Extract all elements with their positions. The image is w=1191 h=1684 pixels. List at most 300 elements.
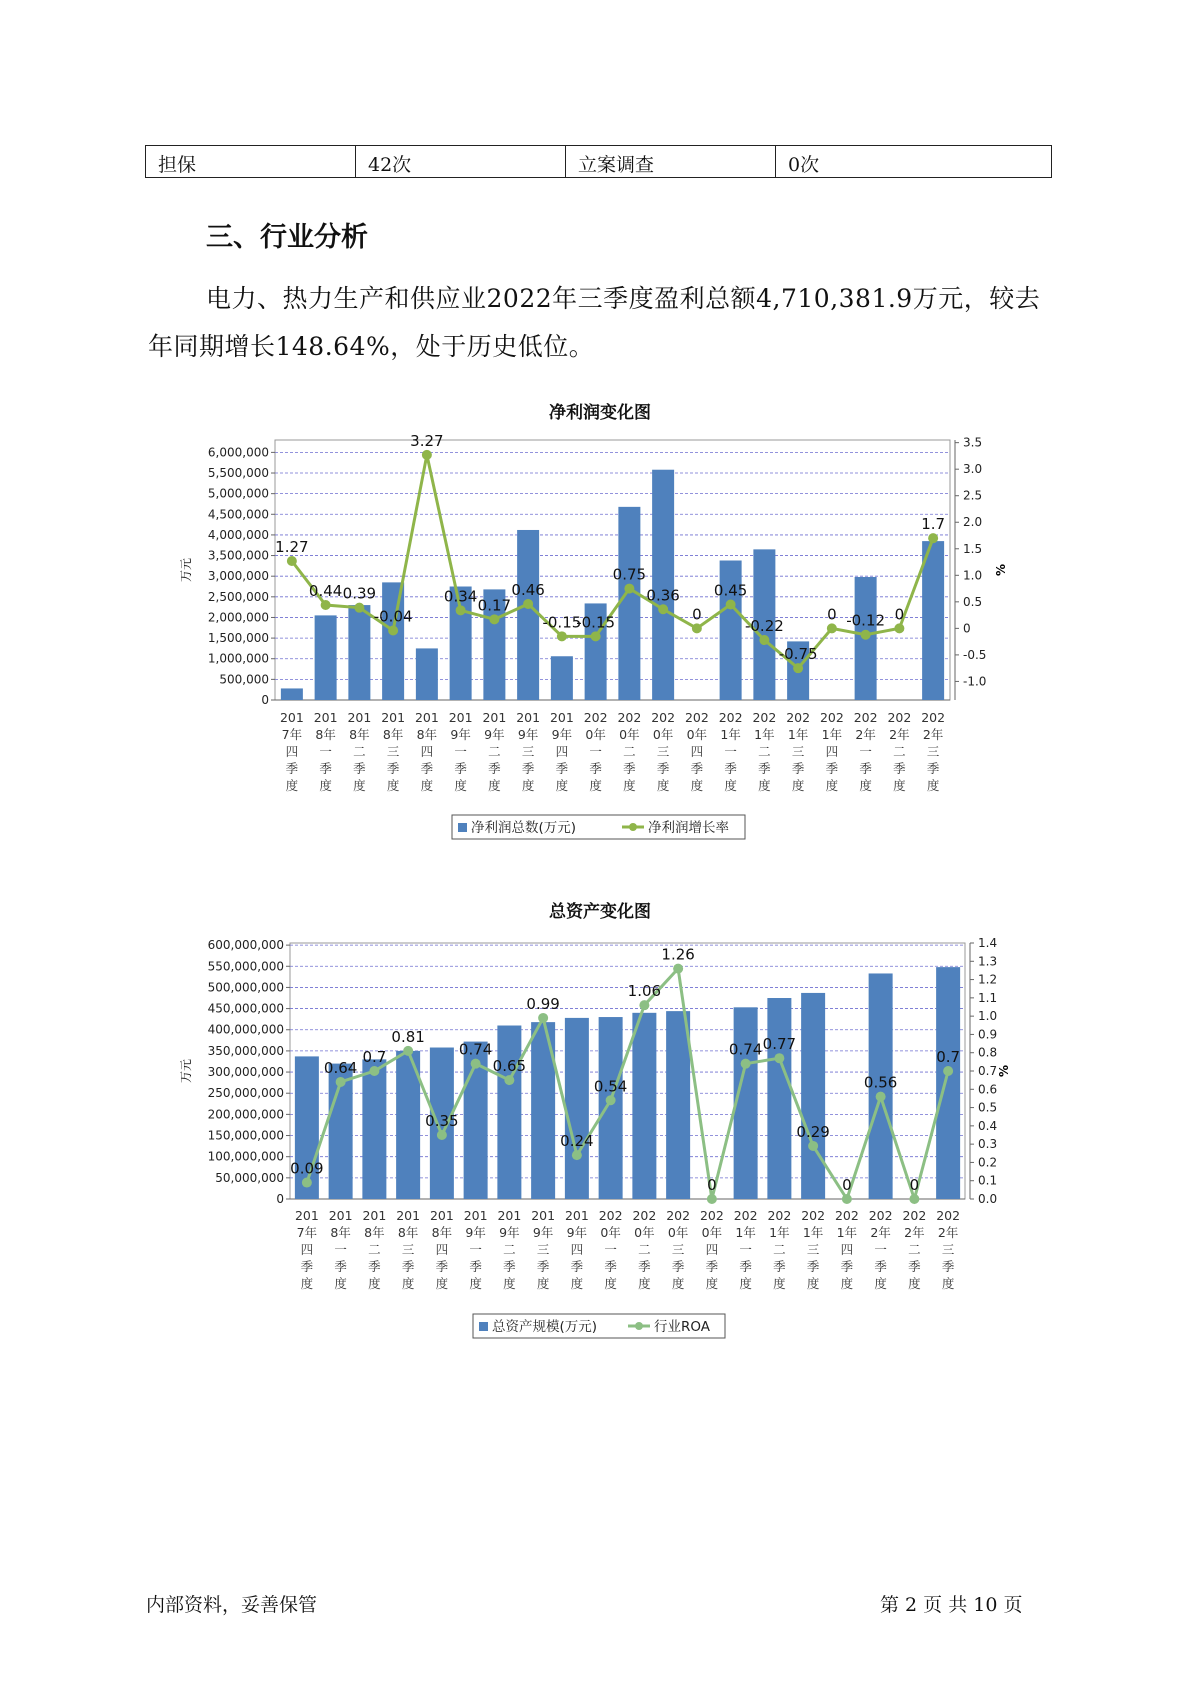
bar <box>801 993 825 1199</box>
x-tick-label: 8年 <box>330 1225 351 1240</box>
x-tick-label: 三 <box>671 1242 685 1257</box>
x-tick-label: 季 <box>454 761 467 776</box>
data-label: 0.65 <box>492 1057 527 1076</box>
y2-tick-label: 1.5 <box>963 541 983 556</box>
line-point <box>336 1077 346 1087</box>
line-point <box>388 625 398 635</box>
x-tick-label: 201 <box>396 1208 421 1223</box>
y2-tick-label: 1.2 <box>978 972 998 987</box>
data-label: 0 <box>827 605 837 624</box>
y-axis-title: 万元 <box>179 1058 193 1084</box>
y2-tick-label: 0.2 <box>978 1155 998 1170</box>
x-tick-label: 季 <box>435 1259 449 1274</box>
x-tick-label: 季 <box>536 1259 550 1274</box>
x-tick-label: 9年 <box>465 1225 486 1240</box>
bar <box>632 1013 656 1199</box>
y2-tick-label: 1.4 <box>978 936 998 950</box>
y2-tick-label: 0.7 <box>978 1064 998 1078</box>
x-tick-label: 9年 <box>532 1225 554 1240</box>
y2-tick-label: 3.5 <box>963 435 983 450</box>
x-tick-label: 一 <box>334 1242 347 1257</box>
x-tick-label: 四 <box>300 1242 314 1257</box>
x-tick-label: 季 <box>791 761 805 776</box>
x-tick-label: 1年 <box>735 1225 756 1240</box>
x-tick-label: 度 <box>285 778 299 793</box>
y2-axis-title: % <box>997 1064 1011 1078</box>
x-tick-label: 度 <box>420 778 434 793</box>
x-tick-label: 202 <box>786 710 811 725</box>
x-tick-label: 度 <box>353 778 366 793</box>
data-label: 0.46 <box>511 580 545 599</box>
x-tick-label: 度 <box>319 778 332 793</box>
section-heading: 三、行业分析 <box>206 222 368 253</box>
x-tick-label: 三 <box>401 1242 415 1257</box>
y2-tick-label: 3.0 <box>963 462 983 477</box>
line-point <box>861 630 871 640</box>
data-label: 1.7 <box>921 515 946 534</box>
x-tick-label: 一 <box>319 744 332 759</box>
x-tick-label: 2年 <box>922 727 944 742</box>
data-label: 0 <box>894 605 905 624</box>
y-tick-label: 600,000,000 <box>207 938 284 953</box>
line-point <box>793 663 803 673</box>
x-tick-label: 201 <box>347 710 372 725</box>
x-tick-label: 三 <box>386 744 400 759</box>
x-tick-label: 202 <box>767 1208 792 1223</box>
x-tick-label: 度 <box>435 1276 449 1291</box>
x-tick-label: 202 <box>617 710 642 725</box>
x-tick-label: 2年 <box>870 1225 891 1240</box>
x-tick-label: 202 <box>936 1208 961 1223</box>
data-label: 0.75 <box>612 565 647 584</box>
x-tick-label: 季 <box>773 1259 786 1274</box>
y-tick-label: 350,000,000 <box>207 1043 284 1058</box>
x-tick-label: 201 <box>328 1208 353 1223</box>
x-tick-label: 度 <box>893 778 906 793</box>
x-tick-label: 季 <box>840 1259 854 1274</box>
x-tick-label: 季 <box>656 761 670 776</box>
y2-axis-title: % <box>994 563 1008 577</box>
x-tick-label: 度 <box>589 778 602 793</box>
table-cell: 42次 <box>356 146 566 178</box>
x-tick-label: 度 <box>874 1276 887 1291</box>
x-tick-label: 8年 <box>431 1225 453 1240</box>
x-tick-label: 季 <box>874 1259 887 1274</box>
y-tick-label: 4,000,000 <box>207 527 269 542</box>
bar <box>936 967 960 1199</box>
x-tick-label: 9年 <box>517 727 539 742</box>
bar <box>382 582 404 700</box>
chart-title-net-profit: 净利润变化图 <box>549 403 651 423</box>
x-tick-label: 度 <box>334 1276 347 1291</box>
y2-tick-label: -1.0 <box>963 674 987 689</box>
x-tick-label: 度 <box>623 778 636 793</box>
x-tick-label: 度 <box>705 1276 719 1291</box>
x-tick-label: 季 <box>806 1259 820 1274</box>
page-number: 第 2 页 共 10 页 <box>880 1594 1023 1616</box>
x-tick-label: 202 <box>632 1208 657 1223</box>
x-tick-label: 8年 <box>315 727 336 742</box>
x-tick-label: 201 <box>497 1208 522 1223</box>
x-tick-label: 三 <box>521 744 535 759</box>
y2-tick-label: 0.1 <box>978 1173 998 1188</box>
legend-label: 净利润增长率 <box>648 820 729 836</box>
y-tick-label: 6,000,000 <box>207 445 269 460</box>
x-tick-label: 季 <box>825 761 839 776</box>
x-tick-label: 三 <box>941 1242 955 1257</box>
data-label: 0.7 <box>936 1048 961 1066</box>
x-tick-label: 2年 <box>937 1225 959 1240</box>
y2-tick-label: 1.0 <box>978 1009 998 1024</box>
x-tick-label: 202 <box>819 710 844 725</box>
x-tick-label: 季 <box>319 761 332 776</box>
data-label: 0.44 <box>308 582 343 601</box>
line-point <box>538 1013 548 1023</box>
x-tick-label: 季 <box>386 761 400 776</box>
data-label: 0 <box>707 1176 717 1194</box>
x-tick-label: 9年 <box>499 1225 520 1240</box>
x-tick-label: 度 <box>638 1276 651 1291</box>
x-tick-label: 一 <box>589 744 602 759</box>
bar <box>497 1026 521 1199</box>
data-label: 1.26 <box>661 945 695 964</box>
x-tick-label: 201 <box>463 1208 488 1223</box>
x-tick-label: 201 <box>549 710 574 725</box>
line-point <box>369 1066 379 1076</box>
x-tick-label: 季 <box>724 761 737 776</box>
x-tick-label: 9年 <box>566 1225 588 1240</box>
x-tick-label: 1年 <box>821 727 843 742</box>
x-tick-label: 度 <box>791 778 805 793</box>
y2-tick-label: 0.3 <box>978 1137 998 1152</box>
x-tick-label: 三 <box>656 744 670 759</box>
line-point <box>943 1066 953 1076</box>
x-tick-label: 二 <box>773 1242 786 1257</box>
data-label: 0.99 <box>526 994 560 1013</box>
x-tick-label: 四 <box>825 744 839 759</box>
y-axis-title: 万元 <box>179 557 193 583</box>
line-point <box>774 1053 784 1063</box>
data-label: 0.17 <box>477 596 512 615</box>
x-tick-label: 四 <box>690 744 704 759</box>
x-tick-label: 一 <box>454 744 467 759</box>
x-tick-label: 二 <box>638 1242 651 1257</box>
x-tick-label: 201 <box>313 710 338 725</box>
x-tick-label: 度 <box>671 1276 685 1291</box>
x-tick-label: 季 <box>488 761 501 776</box>
data-label: 0 <box>842 1176 852 1194</box>
x-tick-label: 0年 <box>652 727 674 742</box>
data-label: 0.77 <box>762 1035 797 1054</box>
line-point <box>354 603 364 613</box>
x-tick-label: 8年 <box>416 727 438 742</box>
x-tick-label: 202 <box>733 1208 758 1223</box>
x-tick-label: 季 <box>285 761 299 776</box>
bar <box>652 470 674 700</box>
x-tick-label: 季 <box>739 1259 752 1274</box>
data-label: 0 <box>909 1176 920 1194</box>
data-label: 0.74 <box>458 1040 493 1059</box>
line-point <box>673 964 683 974</box>
x-tick-label: 季 <box>420 761 434 776</box>
x-tick-label: 度 <box>401 1276 415 1291</box>
x-tick-label: 1年 <box>754 727 775 742</box>
data-label: 0.34 <box>443 587 478 606</box>
x-tick-label: 一 <box>724 744 737 759</box>
x-tick-label: 1年 <box>836 1225 858 1240</box>
x-tick-label: 202 <box>583 710 608 725</box>
y2-tick-label: 1.1 <box>978 990 998 1005</box>
chart-title-total-assets: 总资产变化图 <box>549 902 651 922</box>
line-point <box>456 605 466 615</box>
x-tick-label: 季 <box>570 1259 584 1274</box>
y2-tick-label: 0.6 <box>978 1082 998 1097</box>
line-point <box>287 556 297 566</box>
x-tick-label: 7年 <box>281 727 303 742</box>
y-tick-label: 2,500,000 <box>207 589 269 604</box>
x-tick-label: 一 <box>604 1242 617 1257</box>
x-tick-label: 度 <box>503 1276 516 1291</box>
line-point <box>928 533 938 543</box>
bar <box>281 688 303 700</box>
y2-tick-label: 0.8 <box>978 1045 998 1060</box>
x-tick-label: 0年 <box>686 727 708 742</box>
data-label: 1.06 <box>627 982 662 1001</box>
data-label: 0.81 <box>391 1027 425 1046</box>
x-tick-label: 度 <box>604 1276 617 1291</box>
data-label: 0.56 <box>863 1073 898 1092</box>
line-point <box>403 1046 413 1056</box>
line-point <box>624 584 634 594</box>
line-point <box>827 623 837 633</box>
data-label: 0.09 <box>290 1159 324 1178</box>
bar <box>666 1011 690 1199</box>
line-point <box>808 1141 818 1151</box>
line-point <box>302 1178 312 1188</box>
x-tick-label: 0年 <box>701 1225 723 1240</box>
bar <box>565 1018 589 1199</box>
legend-swatch <box>635 1322 643 1330</box>
x-tick-label: 201 <box>362 1208 387 1223</box>
y-tick-label: 500,000 <box>219 672 269 687</box>
data-label: 0.24 <box>560 1132 594 1151</box>
line-point <box>471 1059 481 1069</box>
x-tick-label: 度 <box>454 778 467 793</box>
y-tick-label: 50,000,000 <box>215 1170 284 1185</box>
data-label: 0.7 <box>362 1048 387 1066</box>
x-tick-label: 四 <box>705 1242 719 1257</box>
line-point <box>726 599 736 609</box>
data-label: 0.36 <box>646 586 680 605</box>
y-tick-label: 200,000,000 <box>207 1107 284 1122</box>
x-tick-label: 201 <box>414 710 439 725</box>
x-tick-label: 季 <box>300 1259 314 1274</box>
x-tick-label: 季 <box>555 761 569 776</box>
y-tick-label: 150,000,000 <box>207 1128 284 1143</box>
x-tick-label: 季 <box>623 761 636 776</box>
line-point <box>658 604 668 614</box>
data-label: 1.27 <box>275 537 309 556</box>
x-tick-label: 度 <box>536 1276 550 1291</box>
x-tick-label: 季 <box>604 1259 617 1274</box>
x-tick-label: 7年 <box>296 1225 318 1240</box>
data-label: 0.45 <box>713 581 748 600</box>
x-tick-label: 0年 <box>585 727 606 742</box>
x-tick-label: 季 <box>859 761 872 776</box>
y-tick-label: 1,000,000 <box>207 651 269 666</box>
x-tick-label: 201 <box>279 710 304 725</box>
x-tick-label: 三 <box>926 744 940 759</box>
line-point <box>437 1130 447 1140</box>
x-tick-label: 202 <box>868 1208 893 1223</box>
x-tick-label: 202 <box>853 710 878 725</box>
x-tick-label: 度 <box>488 778 501 793</box>
x-tick-label: 二 <box>503 1242 516 1257</box>
x-tick-label: 四 <box>420 744 434 759</box>
x-tick-label: 201 <box>482 710 507 725</box>
line-point <box>321 600 331 610</box>
data-label: -0.04 <box>373 607 413 626</box>
x-tick-label: 1年 <box>769 1225 790 1240</box>
y-tick-label: 3,500,000 <box>207 548 269 563</box>
x-tick-label: 度 <box>656 778 670 793</box>
x-tick-label: 202 <box>684 710 709 725</box>
footer-note: 内部资料，妥善保管 <box>146 1594 318 1616</box>
bar <box>767 998 791 1199</box>
x-tick-label: 2年 <box>855 727 876 742</box>
line-point <box>572 1150 582 1160</box>
line-point <box>504 1075 514 1085</box>
line-point <box>692 623 702 633</box>
y2-tick-label: 0 <box>963 621 971 636</box>
y-tick-label: 500,000,000 <box>207 980 284 995</box>
x-tick-label: 度 <box>469 1276 482 1291</box>
x-tick-label: 季 <box>521 761 535 776</box>
table-cell: 立案调查 <box>566 146 776 178</box>
bar <box>416 648 438 700</box>
bar <box>348 605 370 700</box>
line-point <box>894 623 904 633</box>
x-tick-label: 201 <box>429 1208 454 1223</box>
x-tick-label: 2年 <box>904 1225 925 1240</box>
line-point <box>876 1092 886 1102</box>
x-tick-label: 度 <box>926 778 940 793</box>
x-tick-label: 度 <box>859 778 872 793</box>
x-tick-label: 季 <box>758 761 771 776</box>
x-tick-label: 四 <box>570 1242 584 1257</box>
x-tick-label: 202 <box>887 710 912 725</box>
bar <box>315 615 337 700</box>
x-tick-label: 202 <box>699 1208 724 1223</box>
x-tick-label: 季 <box>908 1259 921 1274</box>
x-tick-label: 8年 <box>397 1225 419 1240</box>
x-tick-label: 0年 <box>619 727 640 742</box>
table-cell: 担保 <box>146 146 356 178</box>
y-tick-label: 2,000,000 <box>207 610 269 625</box>
x-tick-label: 季 <box>671 1259 685 1274</box>
y-tick-label: 300,000,000 <box>207 1065 284 1080</box>
x-tick-label: 0年 <box>634 1225 655 1240</box>
x-tick-label: 二 <box>623 744 636 759</box>
x-tick-label: 202 <box>921 710 946 725</box>
line-point <box>422 450 432 460</box>
x-tick-label: 度 <box>840 1276 854 1291</box>
x-tick-label: 季 <box>469 1259 482 1274</box>
x-tick-label: 9年 <box>551 727 573 742</box>
line-point <box>707 1194 717 1204</box>
x-tick-label: 二 <box>368 1242 381 1257</box>
data-label: -0.22 <box>744 617 784 636</box>
x-tick-label: 季 <box>401 1259 415 1274</box>
x-tick-label: 201 <box>531 1208 556 1223</box>
x-tick-label: 一 <box>469 1242 482 1257</box>
x-tick-label: 一 <box>739 1242 752 1257</box>
bar <box>599 1017 623 1199</box>
x-tick-label: 度 <box>368 1276 381 1291</box>
x-tick-label: 1年 <box>787 727 809 742</box>
x-tick-label: 季 <box>893 761 906 776</box>
bar <box>517 530 539 700</box>
data-label: 0.35 <box>425 1112 459 1130</box>
y-tick-label: 250,000,000 <box>207 1086 284 1101</box>
bar <box>922 541 944 700</box>
y2-tick-label: 0.4 <box>978 1118 998 1133</box>
x-tick-label: 201 <box>448 710 473 725</box>
x-tick-label: 202 <box>801 1208 826 1223</box>
x-tick-label: 季 <box>589 761 602 776</box>
data-label: 0.54 <box>593 1077 628 1096</box>
x-tick-label: 201 <box>516 710 541 725</box>
legend-swatch <box>479 1322 488 1331</box>
x-tick-label: 202 <box>834 1208 859 1223</box>
y-tick-label: 4,500,000 <box>207 507 269 522</box>
x-tick-label: 0年 <box>600 1225 621 1240</box>
x-tick-label: 四 <box>840 1242 854 1257</box>
y2-tick-label: 2.5 <box>963 488 983 503</box>
x-tick-label: 202 <box>752 710 777 725</box>
line-point <box>741 1059 751 1069</box>
line-point <box>557 631 567 641</box>
data-label: 0 <box>692 605 702 624</box>
table-cell: 0次 <box>776 146 1052 178</box>
x-tick-label: 度 <box>941 1276 955 1291</box>
x-tick-label: 202 <box>718 710 743 725</box>
line-point <box>591 631 601 641</box>
x-tick-label: 度 <box>300 1276 314 1291</box>
x-tick-label: 季 <box>368 1259 381 1274</box>
x-tick-label: 1年 <box>720 727 741 742</box>
x-tick-label: 季 <box>638 1259 651 1274</box>
legend-label: 净利润总数(万元) <box>471 820 577 836</box>
data-label: -0.12 <box>846 611 886 630</box>
x-tick-label: 季 <box>503 1259 516 1274</box>
x-tick-label: 一 <box>859 744 872 759</box>
y-tick-label: 5,500,000 <box>207 466 269 481</box>
line-point <box>489 614 499 624</box>
legend-label: 行业ROA <box>654 1319 711 1335</box>
x-tick-label: 二 <box>908 1242 921 1257</box>
x-tick-label: 度 <box>570 1276 584 1291</box>
data-label: -0.75 <box>778 645 818 664</box>
y-tick-label: 1,500,000 <box>207 631 269 646</box>
x-tick-label: 四 <box>285 744 299 759</box>
y-tick-label: 0 <box>261 693 269 707</box>
data-label: 0.29 <box>796 1122 830 1141</box>
x-tick-label: 9年 <box>484 727 505 742</box>
line-point <box>639 1000 649 1010</box>
x-tick-label: 季 <box>926 761 940 776</box>
y-tick-label: 100,000,000 <box>207 1149 284 1164</box>
